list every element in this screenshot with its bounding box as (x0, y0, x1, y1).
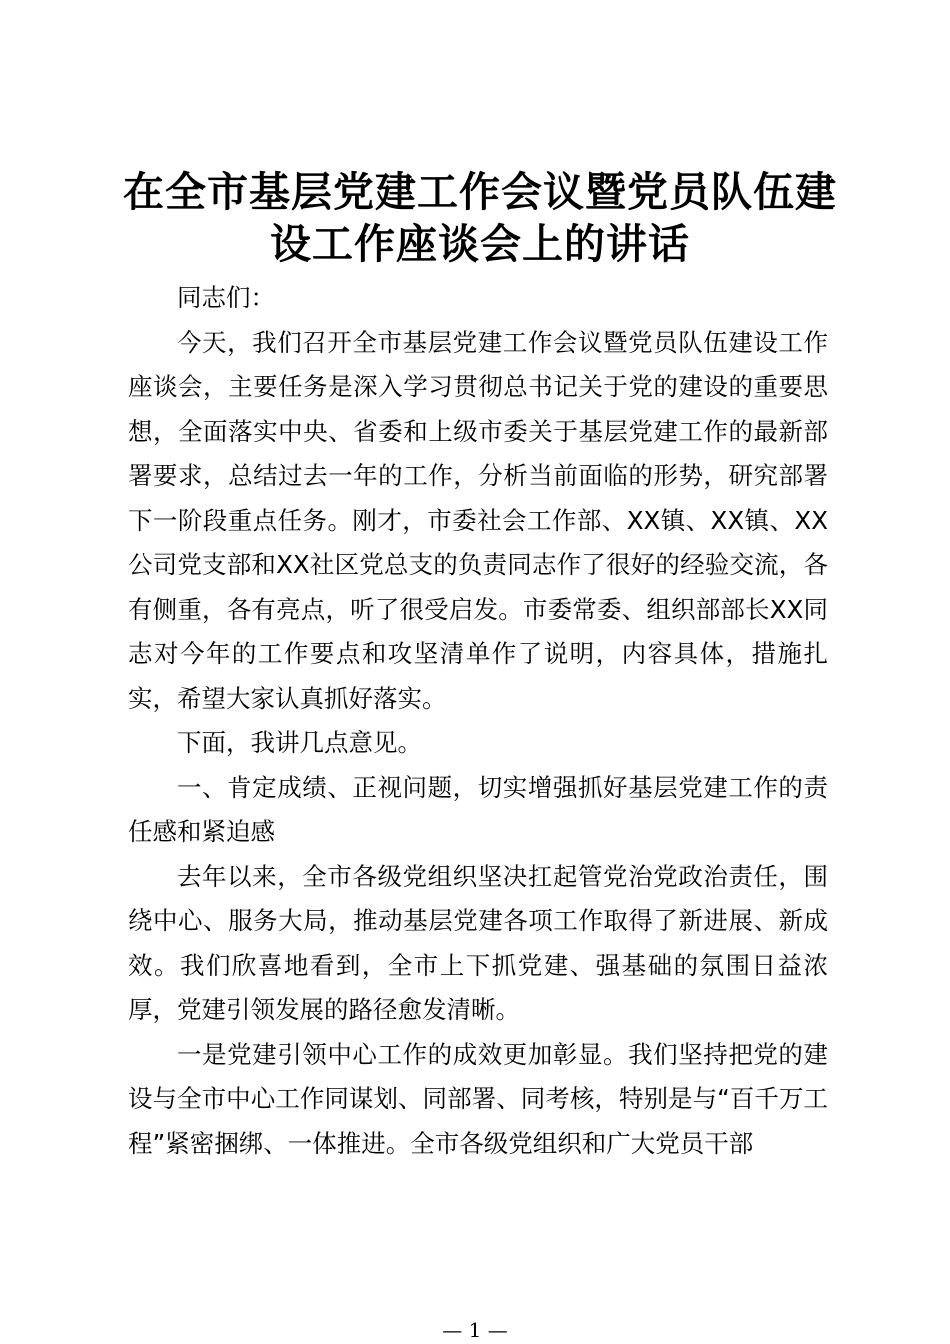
page-number: — 1 — (442, 1318, 508, 1342)
paragraph-transition: 下面，我讲几点意见。 (177, 728, 422, 757)
salutation: 同志们： (177, 283, 275, 312)
section-heading-1: 一、肯定成绩、正视问题，切实增强抓好基层党建工作的责任感和紧迫感 (128, 772, 828, 846)
document-body (128, 276, 828, 1166)
paragraph-achievements: 去年以来，全市各级党组织坚决扛起管党治党政治责任，围绕中心、服务大局，推动基层党建各项工作取得了新进展、新成效。我们欣喜地看到，全市上下抓党建、强基础的氛围日益浓厚，党建引领发展的路径愈发清晰。 (128, 861, 828, 1024)
paragraph-intro: 今天，我们召开全市基层党建工作会议暨党员队伍建设工作座谈会，主要任务是深入学习贯彻总书记关于党的建设的重要思想，全面落实中央、省委和上级市委关于基层党建工作的最新部署要求，总结过去一年的工作，分析当前面临的形势，研究部署下一阶段重点任务。刚才，市委社会工作部、XX镇、XX镇、XX公司党支部和XX社区党总支的负责同志作了很好的经验交流，各有侧重，各有亮点，听了很受启发。市委常委、组织部部长XX同志对今年的工作要点和攻坚清单作了说明，内容具体，措施扎实，希望大家认真抓好落实。 (128, 327, 828, 713)
paragraph-point-1: 一是党建引领中心工作的成效更加彰显。我们坚持把党的建设与全市中心工作同谋划、同部署、同考核，特别是与“百千万工程”紧密捆绑、一体推进。全市各级党组织和广大党员干部 (128, 1039, 828, 1158)
document-title: 在全市基层党建工作会议暨党员队伍建设工作座谈会上的讲话 (123, 168, 837, 268)
